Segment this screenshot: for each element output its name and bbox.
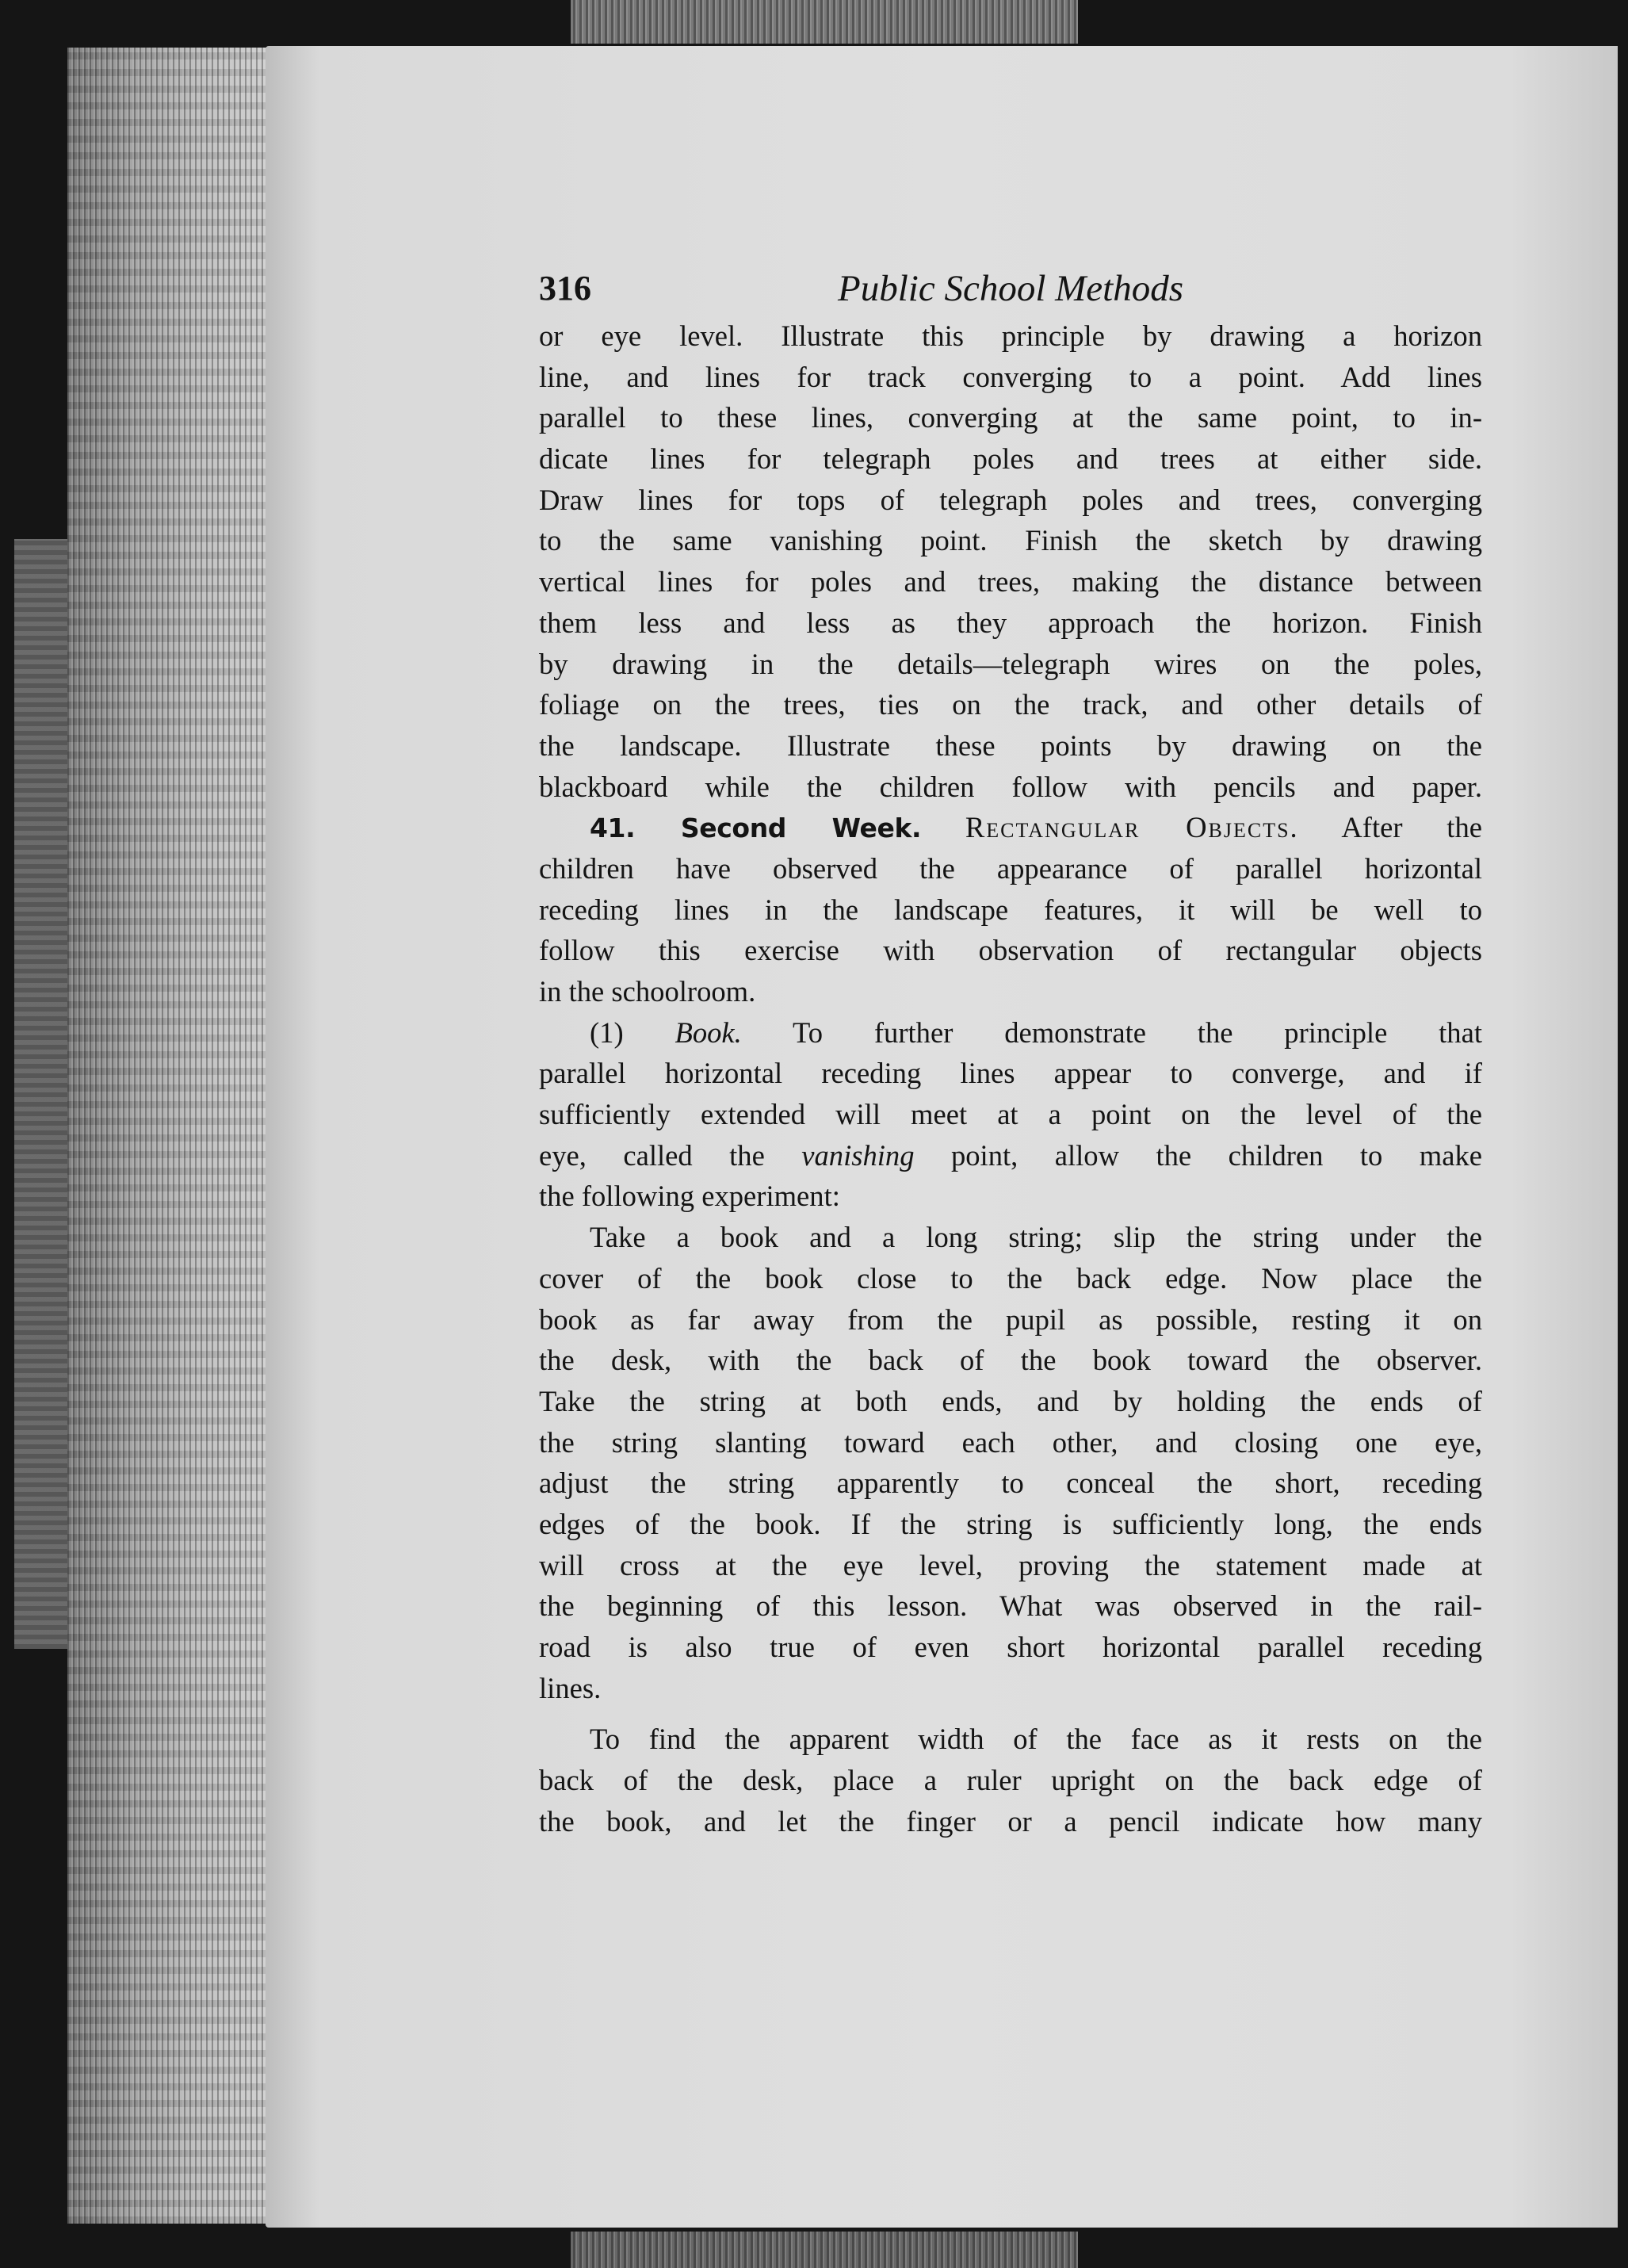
text-line: parallel to these lines, converging at the same point, to in- — [539, 401, 1482, 434]
text-line: book as far away from the pupil as possible, resting it on — [539, 1302, 1482, 1336]
scan-top-edge — [571, 0, 1078, 44]
text-line: the string slanting toward each other, and closing one eye, — [539, 1425, 1482, 1459]
text-line: line, and lines for track converging to a point. Add lines — [539, 360, 1482, 393]
text-line: foliage on the trees, ties on the track, and other details of — [539, 688, 1482, 721]
text-line: vertical lines for poles and trees, making the distance between — [539, 565, 1482, 599]
text-line: follow this exercise with observation of rectangular objects — [539, 934, 1482, 967]
text-line: lines. — [539, 1671, 602, 1704]
section-heading: 41. Second Week. — [590, 813, 922, 844]
paragraph-gap — [539, 1708, 1482, 1719]
text-line: back of the desk, place a ruler upright on the back edge of — [539, 1764, 1482, 1797]
text-line: by drawing in the details—telegraph wires on the poles, — [539, 647, 1482, 680]
text-line: Take a book and a long string; slip the string under the — [590, 1221, 1482, 1254]
text-line: or eye level. Illustrate this principle by drawing a horizon — [539, 319, 1482, 352]
section-subheading: Rectangular Objects. — [965, 811, 1299, 844]
text-line: will cross at the eye level, proving the statement made at — [539, 1548, 1482, 1581]
text-line: road is also true of even short horizontal parallel receding — [539, 1631, 1482, 1664]
section-41 — [539, 807, 1482, 1012]
text-line: children have observed the appearance of parallel horizontal — [539, 851, 1482, 885]
text-line: cover of the book close to the back edge. Now place the — [539, 1261, 1482, 1295]
paragraph-experiment — [539, 1217, 1482, 1708]
text-line: the beginning of this lesson. What was observed in the rail- — [539, 1589, 1482, 1623]
book-first-line-text: To further demonstrate the principle that — [792, 1015, 1482, 1049]
text-line: Take the string at both ends, and by holding the ends of — [539, 1384, 1482, 1417]
text-line: in the schoolroom. — [539, 975, 756, 1008]
text-line: sufficiently extended will meet at a point on the level of the — [539, 1098, 1482, 1131]
emphasis-vanishing: vanishing — [801, 1138, 915, 1172]
text-line: adjust the string apparently to conceal the short, receding — [539, 1467, 1482, 1500]
book-first-line — [539, 1012, 1482, 1054]
book-label-title: Book. — [675, 1015, 742, 1049]
text-line: receding lines in the landscape features, it will be well to — [539, 893, 1482, 926]
text-fragment: eye, called the — [539, 1138, 765, 1172]
text-line: the following experiment: — [539, 1180, 840, 1213]
text-line: edges of the book. If the string is sufficiently long, the ends — [539, 1507, 1482, 1540]
text-line: blackboard while the children follow with pencils and paper. — [539, 770, 1482, 803]
running-head — [539, 262, 1482, 316]
running-title: Public School Methods — [838, 268, 1183, 309]
text-line: the desk, with the back of the book toward the observer. — [539, 1344, 1482, 1377]
scan-bottom-edge — [571, 2232, 1078, 2268]
text-line: parallel horizontal receding lines appear to converge, and if — [539, 1057, 1482, 1090]
vanishing-line — [539, 1135, 1482, 1176]
section-first-line-text: After the — [1341, 811, 1482, 844]
paragraph-book — [539, 1012, 1482, 1217]
text-line: to the same vanishing point. Finish the sketch by drawing — [539, 524, 1482, 557]
text-line: the book, and let the finger or a pencil indicate how many — [539, 1804, 1482, 1838]
text-line: the landscape. Illustrate these points by drawing on the — [539, 729, 1482, 762]
page-text — [539, 262, 1482, 1842]
text-fragment: point, allow the children to make — [950, 1138, 1482, 1172]
section-heading-line — [539, 807, 1482, 848]
paragraph-width — [539, 1719, 1482, 1842]
book-label-number: (1) — [590, 1015, 624, 1049]
paragraph-landscape — [539, 316, 1482, 807]
text-line: To find the apparent width of the face as it rests on the — [590, 1723, 1482, 1756]
book-page-edges — [67, 48, 269, 2224]
page-number: 316 — [539, 269, 591, 308]
text-line: dicate lines for telegraph poles and trees at either side. — [539, 442, 1482, 476]
text-line: them less and less as they approach the horizon. Finish — [539, 606, 1482, 639]
text-line: Draw lines for tops of telegraph poles and trees, converging — [539, 483, 1482, 516]
